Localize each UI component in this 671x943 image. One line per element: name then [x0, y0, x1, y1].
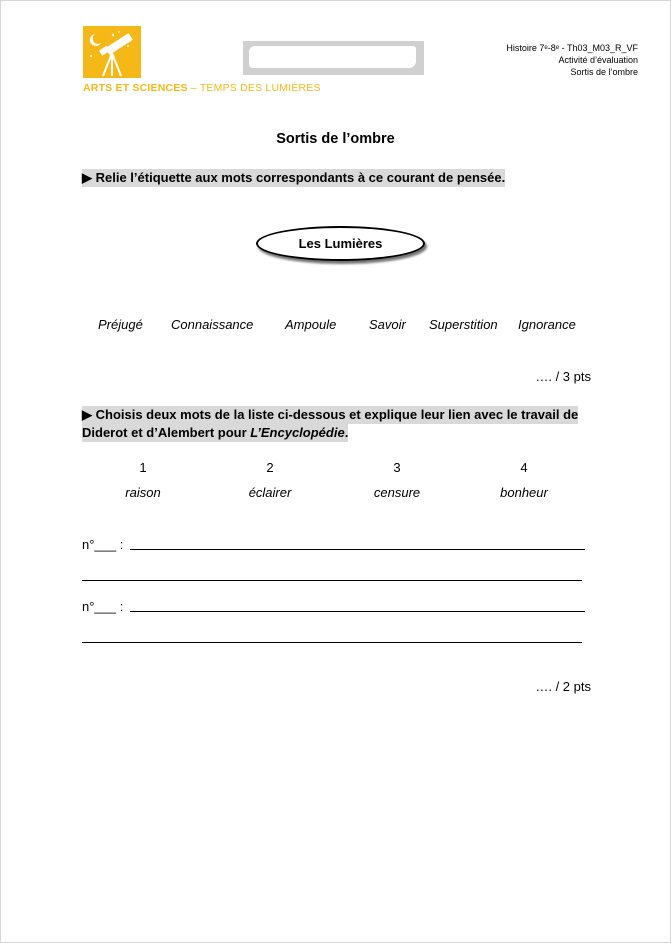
- word-prejuge[interactable]: Préjugé: [98, 317, 143, 332]
- section2-instruction-line1: ▶ Choisis deux mots de la liste ci-dessous et explique leur lien avec le travail de: [82, 407, 579, 422]
- answer2-prefix: n°___ :: [82, 599, 124, 614]
- stamp-blank-area: [249, 46, 416, 68]
- lumieres-label-oval: [256, 226, 425, 261]
- logo-subtitle: TEMPS DES LUMIÈRES: [199, 82, 321, 94]
- answer1-prefix: n°___ :: [82, 537, 124, 552]
- item-number-3: 3: [393, 460, 401, 475]
- section1-instruction: ▶ Relie l’étiquette aux mots correspondants à ce courant de pensée.: [82, 170, 506, 185]
- item-word-eclairer: éclairer: [248, 485, 292, 500]
- item-number-4: 4: [520, 460, 528, 475]
- header-activity-title: Sortis de l’ombre: [570, 67, 638, 77]
- logo-separator: –: [187, 82, 200, 94]
- encyclopedie-title: L’Encyclopédie: [250, 425, 345, 440]
- item-number-1: 1: [139, 460, 147, 475]
- section2-score: …. / 2 pts: [535, 679, 591, 694]
- header-course-code: Histoire 7ᵉ-8ᵉ - Th03_M03_R_VF: [506, 43, 638, 53]
- word-savoir[interactable]: Savoir: [369, 317, 406, 332]
- telescope-logo-icon: [83, 26, 141, 78]
- redacted-stamp: [243, 41, 424, 75]
- answer2-line1[interactable]: [130, 611, 585, 612]
- item-word-censure: censure: [373, 485, 421, 500]
- section1-score: …. / 3 pts: [535, 369, 591, 384]
- logo-brand: ARTS ET SCIENCES: [83, 82, 188, 94]
- item-word-bonheur: bonheur: [500, 485, 548, 500]
- word-superstition[interactable]: Superstition: [429, 317, 498, 332]
- page-title: Sortis de l’ombre: [276, 131, 395, 147]
- header-activity-type: Activité d’évaluation: [558, 55, 638, 65]
- word-ampoule[interactable]: Ampoule: [285, 317, 337, 332]
- lumieres-label-text: Les Lumières: [298, 236, 383, 251]
- item-number-2: 2: [266, 460, 274, 475]
- answer1-line1[interactable]: [130, 549, 585, 550]
- section2-instruction-line2: [82, 424, 348, 442]
- answer2-line2[interactable]: [82, 642, 582, 643]
- word-connaissance[interactable]: Connaissance: [171, 317, 254, 332]
- answer1-line2[interactable]: [82, 580, 582, 581]
- item-word-raison: raison: [125, 485, 161, 500]
- section2-instruction-end: .: [344, 425, 349, 440]
- section2-instruction-text: Diderot et d’Alembert pour: [82, 425, 251, 440]
- logo-text: [83, 82, 321, 94]
- word-ignorance[interactable]: Ignorance: [518, 317, 576, 332]
